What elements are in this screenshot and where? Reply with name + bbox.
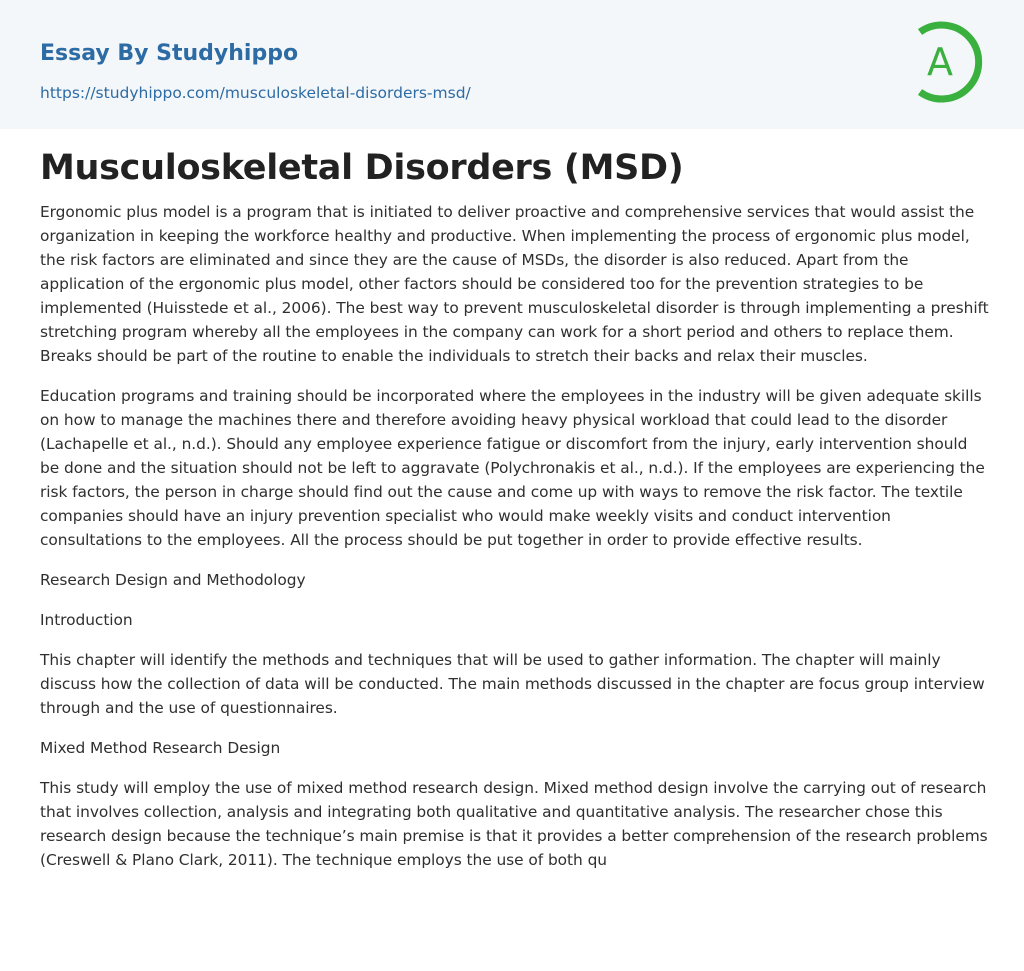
studyhippo-logo[interactable] bbox=[912, 19, 986, 105]
section-heading-research-design: Research Design and Methodology bbox=[40, 571, 306, 589]
article-body bbox=[40, 140, 990, 888]
paragraph-mixed-method: This study will employ the use of mixed method research design. Mixed method design involve the carrying out of research that involves collection, analysis and integrating both qualitative and quantitative analysis. The researcher chose this research design because the technique’s main premise is that it provides a better comprehension of the research problems (Creswell & Plano Clark, 2011). The technique employs the use of both qu bbox=[40, 779, 988, 869]
section-heading-introduction: Introduction bbox=[40, 611, 133, 629]
logo-ring-icon bbox=[912, 19, 986, 105]
brand-title: Essay By Studyhippo bbox=[40, 41, 299, 66]
source-url-link[interactable]: https://studyhippo.com/musculoskeletal-disorders-msd/ bbox=[40, 84, 471, 102]
paragraph-education-programs: Education programs and training should be incorporated where the employees in the industry will be given adequate skills on how to manage the machines there and therefore avoiding heavy physical workload that could lead to the disorder (Lachapelle et al., n.d.). Should any employee experience fatigue or discomfort from the injury, early intervention should be done and the situation should not be left to aggravate (Polychronakis et al., n.d.). If the employees are experiencing the risk factors, the person in charge should find out the cause and come up with ways to remove the risk factor. The textile companies should have an injury prevention specialist who would make weekly visits and conduct intervention consultations to the employees. All the process should be put together in order to provide effective results. bbox=[40, 387, 985, 549]
page-header bbox=[0, 0, 1024, 129]
logo-letter: A bbox=[927, 40, 953, 84]
paragraph-ergonomic-plus: Ergonomic plus model is a program that is initiated to deliver proactive and comprehensive services that would assist the organization in keeping the workforce healthy and productive. When implementing the process of ergonomic plus model, the risk factors are eliminated and since they are the cause of MSDs, the disorder is also reduced. Apart from the application of the ergonomic plus model, other factors should be considered too for the prevention strategies to be implemented (Huisstede et al., 2006). The best way to prevent musculoskeletal disorder is through implementing a preshift stretching program whereby all the employees in the company can work for a short period and others to replace them. Breaks should be part of the routine to enable the individuals to stretch their backs and relax their muscles. bbox=[40, 203, 989, 365]
paragraph-chapter-intro: This chapter will identify the methods and techniques that will be used to gather information. The chapter will mainly discuss how the collection of data will be conducted. The main methods discussed in the chapter are focus group interview through and the use of questionnaires. bbox=[40, 651, 985, 717]
section-heading-mixed-method: Mixed Method Research Design bbox=[40, 739, 281, 757]
article-title: Musculoskeletal Disorders (MSD) bbox=[40, 148, 684, 188]
